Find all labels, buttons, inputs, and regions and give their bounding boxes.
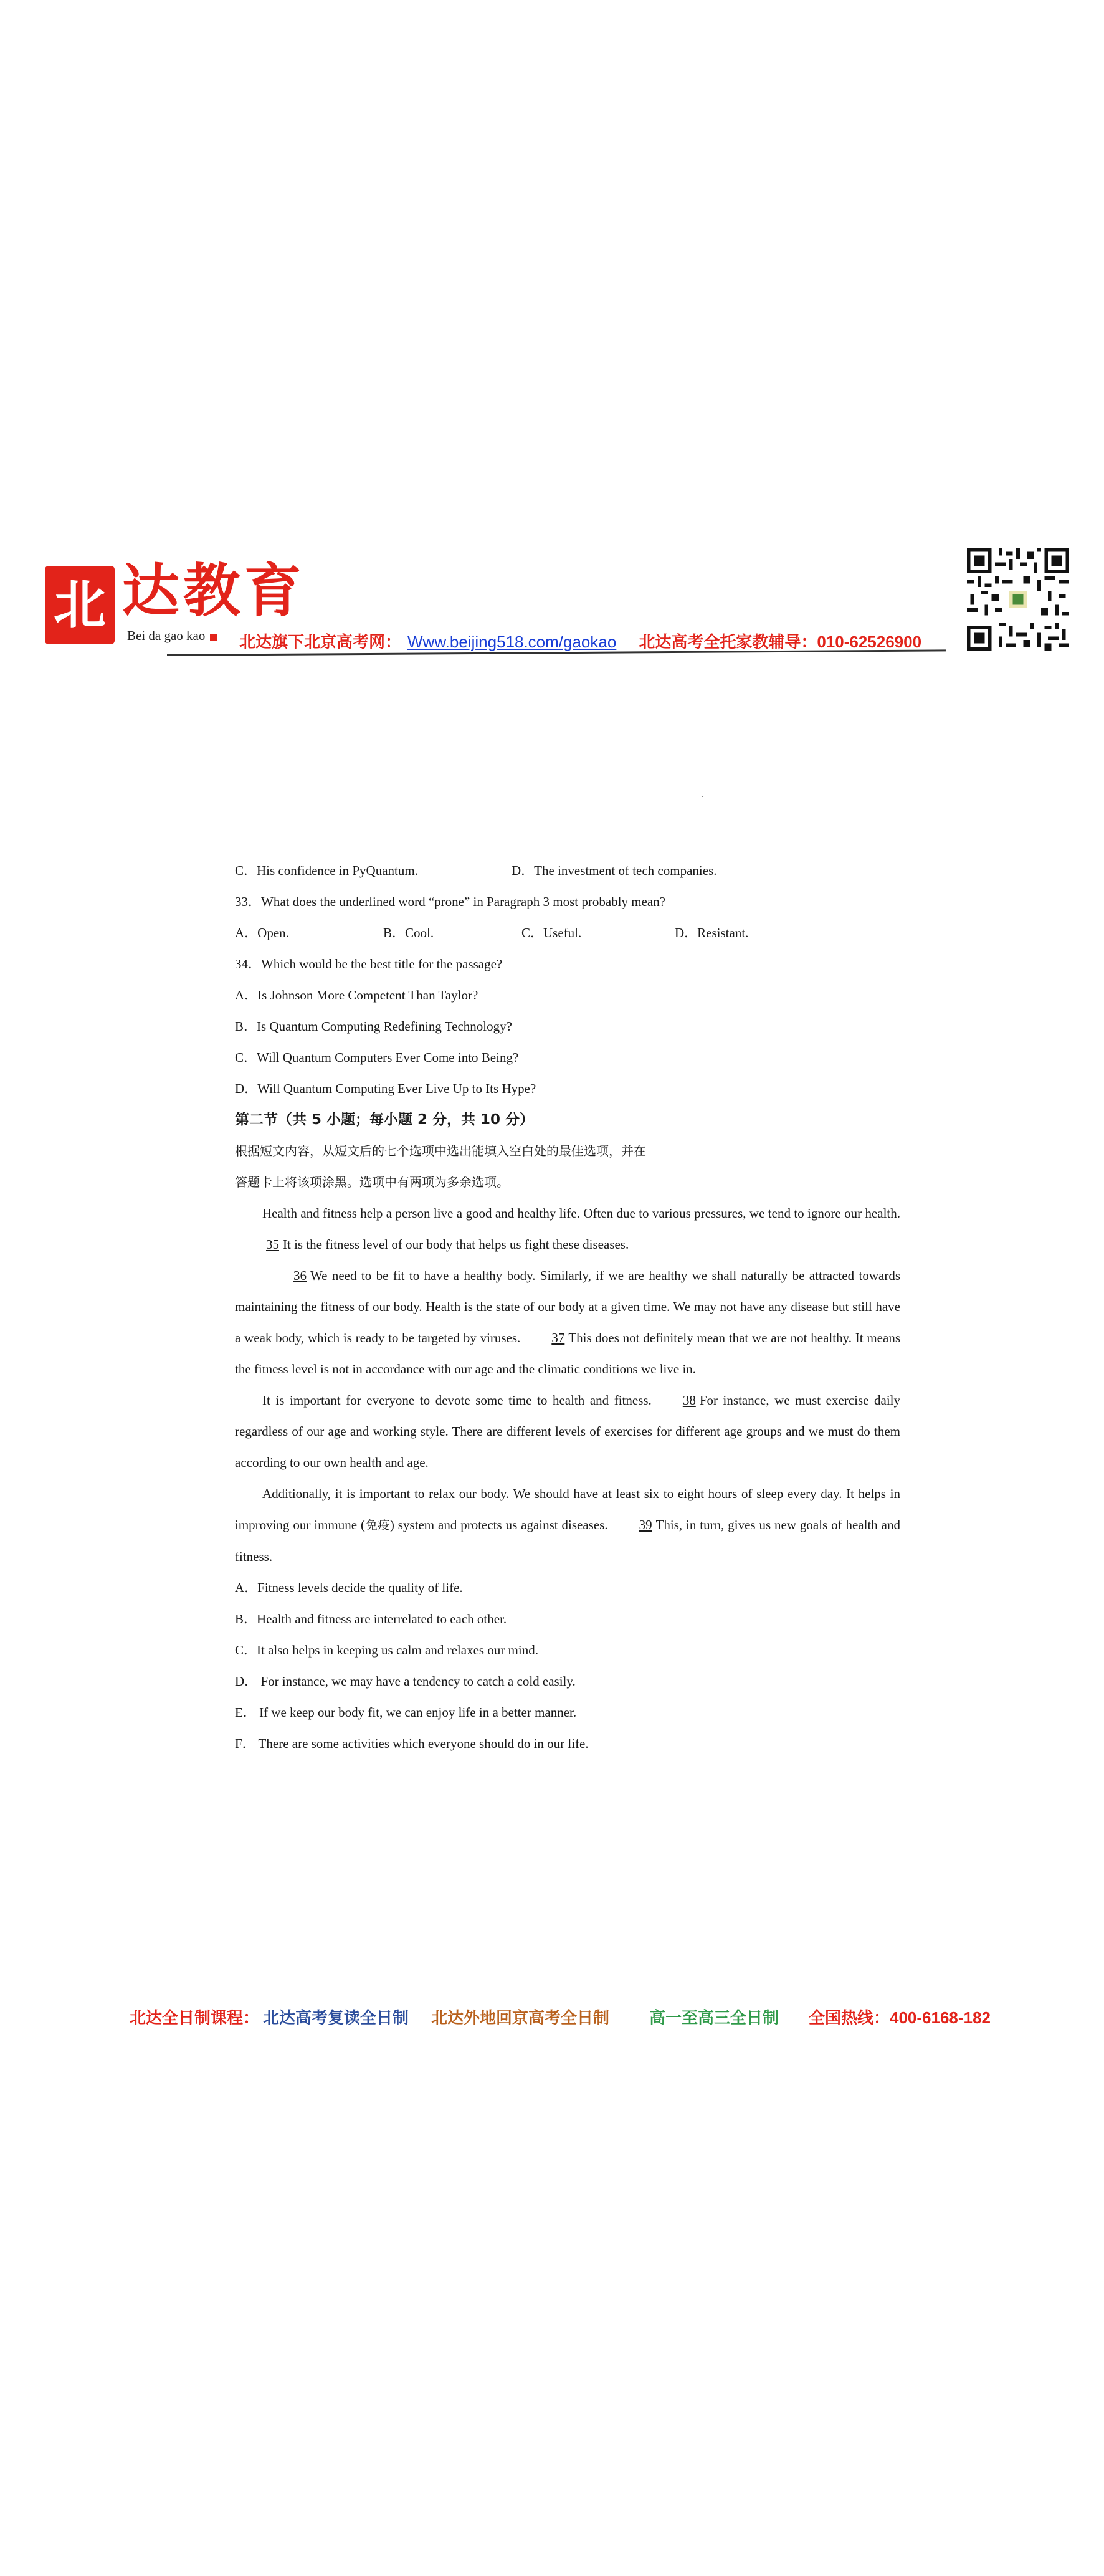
immune-chinese-gloss: 免疫 — [364, 1519, 390, 1532]
choice-d: D． For instance, we may have a tendency to catch a cold easily. — [235, 1674, 576, 1689]
logo-text: 达教育 — [122, 557, 306, 624]
logo-pinyin — [127, 628, 217, 644]
q34-stem: 34．Which would be the best title for the passage? — [235, 956, 503, 971]
red-square-icon — [210, 634, 217, 641]
page-header — [0, 0, 1104, 661]
q34-option-d: D．Will Quantum Computing Ever Live Up to Its Hype? — [235, 1081, 536, 1096]
choice-c: C．It also helps in keeping us calm and relaxes our mind. — [235, 1643, 538, 1658]
section-2-instructions-2: 答题卡上将该项涂黑。选项中有两项为多余选项。 — [235, 1175, 509, 1190]
site-url-link[interactable]: Www.beijing518.com/gaokao — [407, 632, 617, 651]
passage-paragraph-1: Health and fitness help a person live a good and healthy life. Often due to various pressures, we tend to ignore our health.35 It is the fitness level of our body that helps us fight these diseases. — [235, 1198, 900, 1260]
q32-option-c: C．His confidence in PyQuantum. — [235, 863, 418, 878]
site-label: 北达旗下北京高考网： — [239, 632, 402, 651]
q33-option-a: A．Open. — [235, 925, 289, 940]
header-contact-line — [239, 629, 921, 652]
logo-pinyin-text: Bei da gao kao — [127, 628, 206, 643]
footer-course-3: 高一至高三全日制 — [649, 2008, 779, 2027]
q34-option-b: B．Is Quantum Computing Redefining Technology? — [235, 1019, 512, 1034]
footer-hotline: 全国热线：400-6168-182 — [809, 2008, 991, 2027]
choice-a: A．Fitness levels decide the quality of life. — [235, 1580, 463, 1595]
q33-option-b: B．Cool. — [383, 925, 434, 940]
footer-label: 北达全日制课程： — [130, 2008, 260, 2027]
choice-e: E． If we keep our body fit, we can enjoy life in a better manner. — [235, 1705, 577, 1720]
blank-36: 36 — [293, 1268, 307, 1283]
logo-mark — [45, 566, 115, 644]
blank-35: 35 — [266, 1237, 279, 1252]
blank-38: 38 — [682, 1393, 696, 1408]
exam-content — [235, 855, 900, 1759]
q33-option-c: C．Useful. — [521, 925, 582, 940]
section-2-instructions-1: 根据短文内容，从短文后的七个选项中选出能填入空白处的最佳选项，并在 — [235, 1143, 646, 1158]
logo-mark-char: 北 — [53, 574, 106, 636]
passage-paragraph-4: Additionally, it is important to relax our body. We should have at least six to eight hours of sleep every day. It helps in improving our immune (免疫) system and protects us against diseases. 39 This, in turn, gives us new goals of health and fitness. — [235, 1486, 901, 1564]
section-2-title: 第二节（共 5 小题；每小题 2 分，共 10 分） — [235, 1112, 535, 1128]
tutor-label: 北达高考全托家教辅导：010-62526900 — [639, 632, 922, 651]
blank-37: 37 — [551, 1330, 565, 1345]
choice-f: F． There are some activities which everyone should do in our life. — [235, 1736, 589, 1751]
blank-39: 39 — [639, 1517, 652, 1532]
q32-options-cd — [235, 855, 900, 886]
q33-stem: 33．What does the underlined word “prone” in Paragraph 3 most probably mean? — [235, 894, 666, 909]
q34-option-c: C．Will Quantum Computers Ever Come into Being? — [235, 1050, 519, 1065]
q32-option-d: D．The investment of tech companies. — [512, 863, 717, 878]
qr-code-icon — [967, 548, 1069, 651]
footer-course-2: 北达外地回京高考全日制 — [431, 2008, 610, 2027]
q33-options — [235, 917, 900, 948]
choice-b: B．Health and fitness are interrelated to each other. — [235, 1611, 507, 1626]
stray-mark: . — [702, 790, 703, 799]
passage-paragraph-2: 36 We need to be fit to have a healthy body. Similarly, if we are healthy we shall naturally be attracted towards maintaining the fitness of our body. Health is the state of our body at a given time. We may not have any disease but still have a weak body, which is ready to be targeted by viruses. 37 This does not definitely mean that we are not healthy. It means the fitness level is not in accordance with our age and the climatic conditions we live in. — [235, 1260, 900, 1385]
footer-course-1: 北达高考复读全日制 — [263, 2008, 409, 2027]
passage-paragraph-3: It is important for everyone to devote some time to health and fitness. 38 For instance, we must exercise daily regardless of our age and working style. There are different levels of exercises for different age groups and we must do them according to our own health and age. — [235, 1385, 900, 1478]
q34-option-a: A．Is Johnson More Competent Than Taylor? — [235, 988, 478, 1003]
q33-option-d: D．Resistant. — [675, 925, 749, 940]
page-footer — [130, 2005, 1002, 2036]
